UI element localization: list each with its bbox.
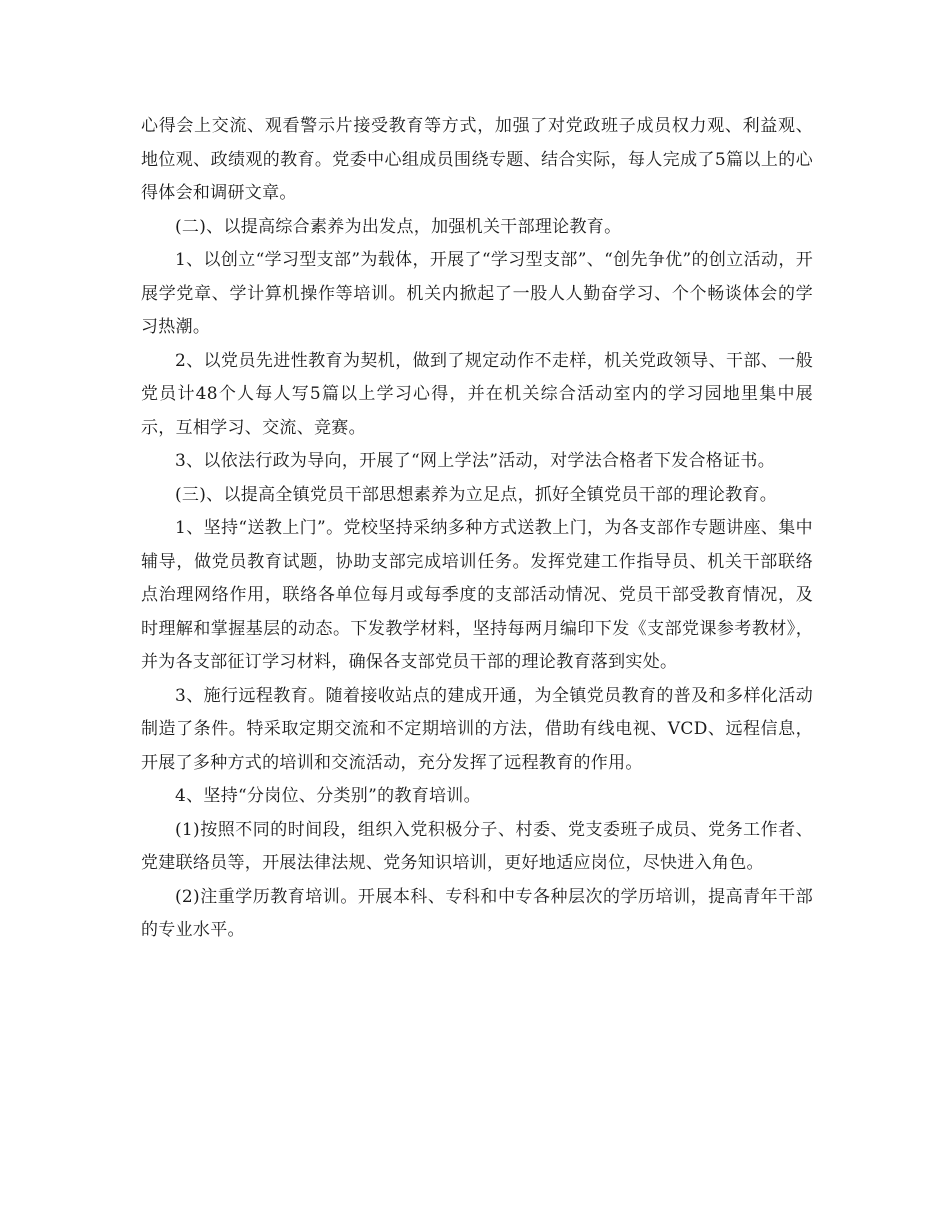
paragraph-6: (三)、以提高全镇党员干部思想素养为立足点，抓好全镇党员干部的理论教育。 bbox=[175, 484, 778, 505]
paragraph-11: (2)注重学历教育培训。开展本科、专科和中专各种层次的学历培训，提高青年干部的专业水平。 bbox=[141, 886, 813, 940]
paragraph-3: 1、以创立“学习型支部”为载体，开展了“学习型支部”、“创先争优”的创立活动，开展学党章、学计算机操作等培训。机关内掀起了一股人人勤奋学习、个个畅谈体会的学习热潮。 bbox=[141, 250, 813, 337]
paragraph-5: 3、以依法行政为导向，开展了“网上学法”活动，对学法合格者下发合格证书。 bbox=[175, 451, 775, 471]
paragraph-8: 3、施行远程教育。随着接收站点的建成开通，为全镇党员教育的普及和多样化活动制造了条件。特采取定期交流和不定期培训的方法，借助有线电视、VCD、远程信息，开展了多种方式的培训和交流活动，充分发挥了远程教育的作用。 bbox=[141, 685, 813, 773]
paragraph-2: (二)、以提高综合素养为出发点，加强机关干部理论教育。 bbox=[175, 216, 622, 237]
document-body bbox=[141, 110, 813, 948]
paragraph-9: 4、坚持“分岗位、分类别”的教育培训。 bbox=[175, 786, 481, 806]
paragraph-7: 1、坚持“送教上门”。党校坚持采纳多种方式送教上门，为各支部作专题讲座、集中辅导，做党员教育试题，协助支部完成培训任务。发挥党建工作指导员、机关干部联络点治理网络作用，联络各单位每月或每季度的支部活动情况、党员干部受教育情况，及时理解和掌握基层的动态。下发教学材料，坚持每两月编印下发《支部党课参考教材》，并为各支部征订学习材料，确保各支部党员干部的理论教育落到实处。 bbox=[141, 518, 813, 672]
paragraph-4: 2、以党员先进性教育为契机，做到了规定动作不走样，机关党政领导、干部、一般党员计48个人每人写5篇以上学习心得，并在机关综合活动室内的学习园地里集中展示，互相学习、交流、竞赛。 bbox=[141, 350, 813, 438]
paragraph-1: 心得会上交流、观看警示片接受教育等方式，加强了对党政班子成员权力观、利益观、地位观、政绩观的教育。党委中心组成员围绕专题、结合实际，每人完成了5篇以上的心得体会和调研文章。 bbox=[141, 116, 813, 203]
paragraph-10: (1)按照不同的时间段，组织入党积极分子、村委、党支委班子成员、党务工作者、党建联络员等，开展法律法规、党务知识培训，更好地适应岗位，尽快进入角色。 bbox=[141, 819, 813, 873]
